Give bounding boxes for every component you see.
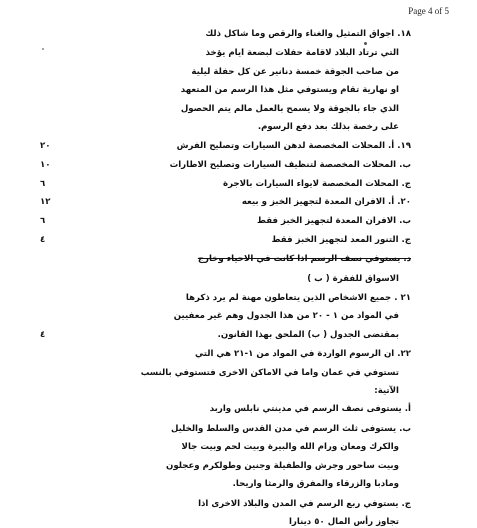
document-line: ١٩. أ. المحلات المخصصة لدهن السيارات وتصليح الفرش <box>176 141 411 151</box>
document-line: ٢٢. ان الرسوم الواردة في المواد من ١-٢١ هي التي <box>195 349 411 359</box>
document-line: الذي جاء بالجوقة ولا يسمح بالعمل مالم يتم الحصول <box>180 104 399 114</box>
document-line: او نهارية تقام ويستوفي مثل هذا الرسم من المتعهد <box>180 85 399 95</box>
document-line: من صاحب الجوقة خمسة دنانير عن كل حفلة ليلية <box>191 67 399 77</box>
document-line: الآتية: <box>374 386 399 396</box>
document-line: ب. يستوفى ثلث الرسم في مدن القدس والسلط والخليل <box>170 424 411 434</box>
document-line: الاسواق للفقرة ( ب ) <box>307 274 399 284</box>
fee-amount: ١٢ <box>40 197 51 207</box>
fee-amount: ٦ <box>40 179 46 189</box>
page-number: Page 4 of 5 <box>408 6 449 16</box>
document-line: ب. المحلات المخصصة لتنظيف السيارات وتصليح الاطارات <box>169 160 411 170</box>
document-line: د. يستوفي نصف الرسم اذا كانت في الاحياء وخارج <box>197 254 411 264</box>
document-line: ج. المحلات المخصصة لايواء السيارات بالاجرة <box>223 179 411 189</box>
fee-amount: ٢٠ <box>40 141 51 151</box>
document-line: التي ترتاد البلاد لاقامة حفلات لبضعة ايام يؤخذ <box>205 48 399 58</box>
document-line: على رخصة بذلك بعد دفع الرسوم. <box>257 122 399 132</box>
document-line: والكرك ومعان ورام الله والبيرة وبيت لحم وبيت جالا <box>181 442 399 452</box>
fee-amount: ٤ <box>40 330 46 340</box>
document-line: أ. يستوفى نصف الرسم في مدينتي نابلس واربد <box>209 404 411 414</box>
fee-amount: ٦ <box>40 216 46 226</box>
document-line: ج. يستوفي ربع الرسم في المدن والبلاد الاخرى اذا <box>198 499 411 509</box>
document-line: ج. التنور المعد لتجهيز الخبز فقط <box>271 235 411 245</box>
document-line: ب. الافران المعدة لتجهيز الخبز فقط <box>257 216 411 226</box>
document-line: تجاوز رأس المال ٥٠ دينارا <box>288 517 399 527</box>
document-line: بمقتضى الجدول ( ب) الملحق بهذا القانون. <box>217 330 399 340</box>
scan-speck <box>364 42 367 45</box>
fee-amount: ١٠ <box>40 160 51 170</box>
document-line: في المواد من ١ - ٢٠ من هذا الجدول وهم غير معفيين <box>173 311 399 321</box>
document-line: تستوفي في عمان واما في الاماكن الاخرى فتستوفي بالنسب <box>140 368 399 378</box>
fee-amount: ٤ <box>40 235 46 245</box>
document-line: ١٨. اجواق التمثيل والغناء والرقص وما شاكل ذلك <box>205 29 411 39</box>
document-line: ومادبا والزرقاء والمفرق والرمثا واريحا. <box>232 479 399 489</box>
document-line: ٢١ . جميع الاشخاص الذين يتعاطون مهنة لم يرد ذكرها <box>185 293 411 303</box>
document-line: ٢٠. أ. الافران المعدة لتجهيز الخبز و بيعه <box>241 197 411 207</box>
scan-speck <box>42 48 44 50</box>
document-line: وبيت ساحور وجرش والطفيلة وجنين وطولكرم وعجلون <box>166 461 399 471</box>
